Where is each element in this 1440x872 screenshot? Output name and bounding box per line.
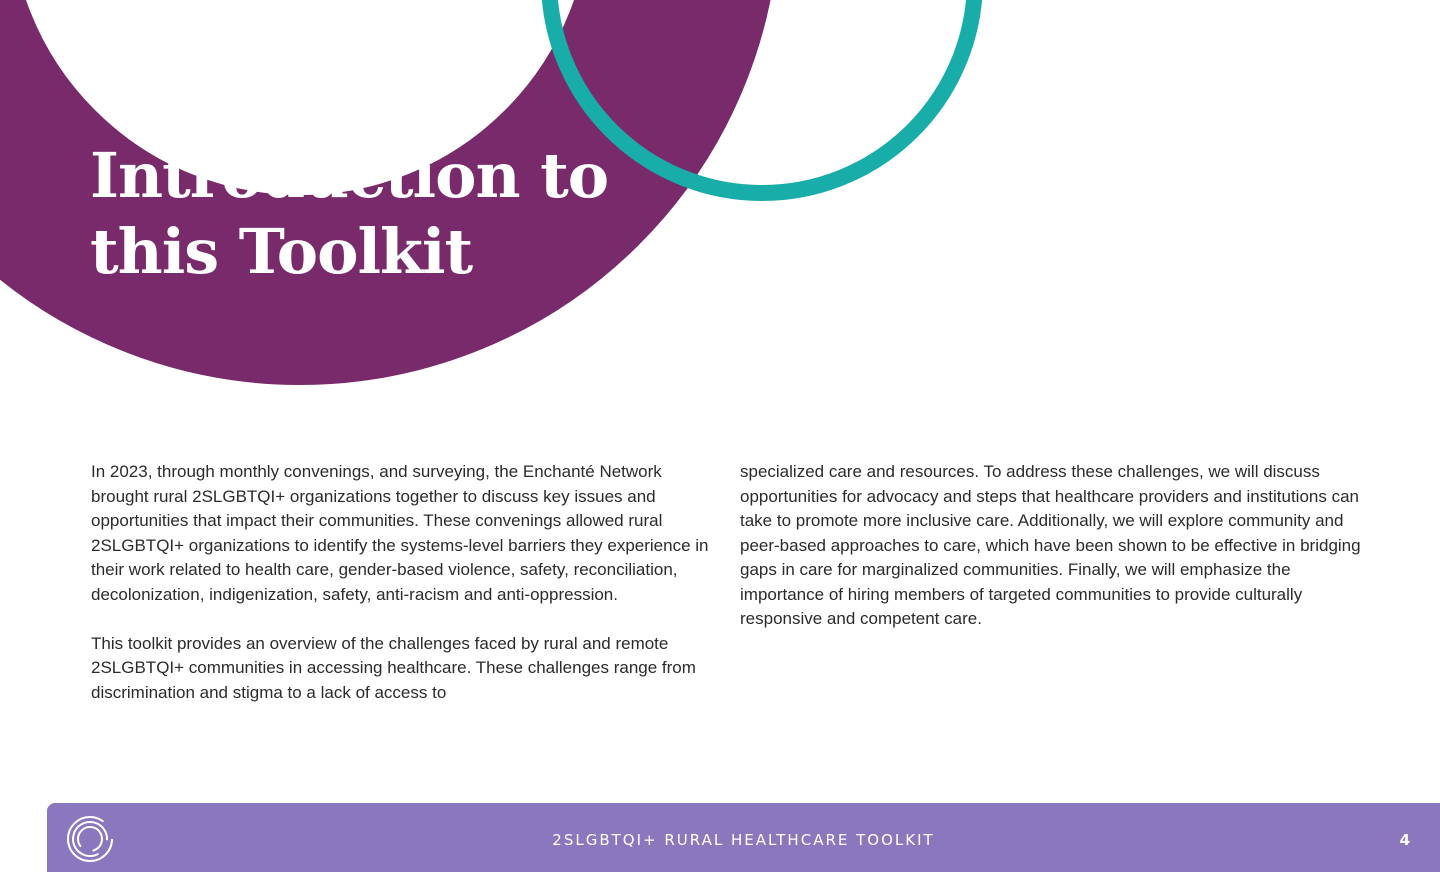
body-column-left xyxy=(91,460,711,705)
footer-title: 2SLGBTQI+ RURAL HEALTHCARE TOOLKIT xyxy=(552,831,935,849)
page-title-line-2: this Toolkit xyxy=(90,215,473,288)
body-paragraph-2: This toolkit provides an overview of the challenges faced by rural and remote 2SLGBTQI+ communities in accessing healthcare. These challenges range from discrimination and stigma to a lack of access to xyxy=(91,633,696,702)
body-paragraph-3: specialized care and resources. To address these challenges, we will discuss opportunities for advocacy and steps that healthcare providers and institutions can take to promote more inclusive care. Additionally, we will explore community and peer-based approaches to care, which have been shown to be effective in bridging gaps in care for marginalized communities. Finally, we will emphasize the importance of hiring members of targeted communities to provide culturally responsive and competent care. xyxy=(740,462,1361,628)
footer-bar xyxy=(47,803,1440,872)
page-title xyxy=(90,138,650,290)
body-paragraph-1: In 2023, through monthly convenings, and surveying, the Enchanté Network brought rural 2SLGBTQI+ organizations together to discuss key issues and opportunities that impact their communities. These convenings allowed rural 2SLGBTQI+ organizations to identify the systems-level barriers they experience in their work related to health care, gender-based violence, safety, reconciliation, decolonization, indigenization, safety, anti-racism and anti-oppression. xyxy=(91,462,709,604)
page-number: 4 xyxy=(1399,831,1410,849)
body-column-right xyxy=(740,460,1370,632)
page-title-line-1: Introduction to xyxy=(90,139,609,212)
